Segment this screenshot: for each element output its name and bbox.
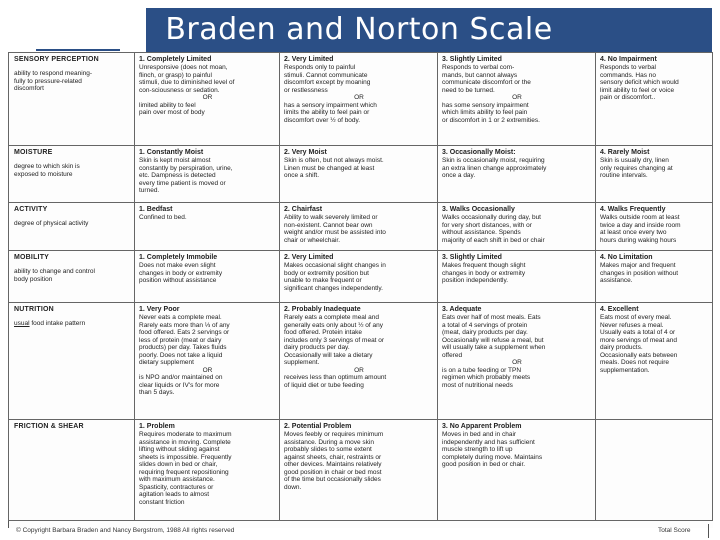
score-level-text-line: requiring frequent repositioning (139, 468, 229, 476)
score-level-title: 2. Probably Inadequate (284, 306, 361, 313)
category-name: ACTIVITY (14, 206, 48, 213)
score-level-text-line: Moves feebly or requires minimum (284, 431, 384, 439)
score-level-text-line: dairy products per day. (284, 344, 350, 352)
category-description-line: degree to which skin is (14, 163, 80, 171)
score-level-cell (438, 251, 596, 303)
score-level-cell (596, 146, 713, 203)
category-name: MOBILITY (14, 254, 50, 261)
category-description-line: ability to change and control (14, 268, 95, 276)
score-level-text-line: non-existent. Cannot bear own (284, 221, 373, 229)
score-level-text-line: food offered. Eats 2 servings or (139, 329, 230, 337)
score-level-cell (438, 146, 596, 203)
category-description-line: degree of physical activity (14, 220, 89, 228)
score-level-text-line: constantly by perspiration, urine, (139, 164, 233, 172)
score-level-text-line: limit ability to feel or voice (600, 86, 675, 94)
score-level-text-line: Walks outside room at least (600, 214, 680, 222)
score-level-text-line: dairy products. (600, 344, 643, 352)
braden-scale-table (8, 52, 713, 521)
score-level-text-line: majority of each shift in bed or chair (442, 236, 545, 244)
score-level-text-line: muscle strength to lift up (442, 446, 513, 454)
form-footer (8, 524, 712, 538)
category-description-line: discomfort (14, 85, 44, 93)
score-level-text-line: changes in body or extremity (442, 269, 526, 277)
score-level-title: 1. Very Poor (139, 306, 180, 313)
scale-row (9, 303, 713, 420)
category-cell (9, 146, 135, 203)
score-level-text-line: stimuli. Cannot communicate (284, 71, 368, 79)
score-level-text-line: Makes frequent though slight (442, 262, 526, 270)
score-level-text-line: discomfort over ½ of body. (284, 116, 361, 124)
score-level-text-line: less of protein (meat or dairy (139, 336, 222, 344)
score-level-text-line: OR (202, 94, 213, 102)
score-level-text-line: has some sensory impairment (442, 101, 529, 109)
score-level-cell (280, 303, 438, 420)
score-level-text-line: twice a day and inside room (600, 221, 681, 229)
score-level-text-line: Does not make even slight (139, 262, 216, 270)
score-level-text-line: Rarely eats a complete meal and (284, 314, 380, 322)
score-level-text-line: con-sciousness or sedation. (139, 86, 220, 94)
score-level-text-line: good position in chair or bed most (284, 468, 382, 476)
score-level-text-line: stimuli, due to diminished level of (139, 79, 235, 87)
score-level-title: 3. No Apparent Problem (442, 423, 522, 430)
category-description-line: fully to pressure-related (14, 77, 82, 85)
score-level-text-line: clear liquids or IV's for more (139, 381, 220, 389)
score-level-text-line: Moves in bed and in chair (442, 431, 517, 439)
score-level-text-line: or discomfort in 1 or 2 extremities. (442, 116, 540, 124)
score-level-title: 3. Occasionally Moist: (442, 149, 516, 156)
score-level-text-line: sensory deficit which would (600, 79, 679, 87)
score-level-text-line: OR (354, 366, 364, 374)
score-level-text-line: generally eats only about ½ of any (284, 321, 384, 329)
score-level-text-line: Occasionally will refuse a meal, but (442, 336, 544, 344)
score-level-text-line: limited ability to feel (139, 101, 196, 109)
score-level-title: 1. Completely Limited (139, 56, 212, 63)
score-level-text-line: once a day. (442, 172, 476, 180)
score-level-text-line: supplement. (284, 359, 320, 367)
score-level-text-line: only requires changing at (600, 164, 673, 172)
score-level-text-line: etc. Dampness is detected (139, 172, 216, 180)
page-title: Braden and Norton Scale (165, 12, 553, 47)
score-level-cell (438, 303, 596, 420)
score-level-text-line: food offered. Protein intake (284, 329, 362, 337)
score-level-text-line: constant friction (139, 498, 185, 506)
score-level-text-line: is on a tube feeding or TPN (442, 366, 522, 374)
score-level-text-line: weight and/or must be assisted into (284, 229, 386, 237)
category-name: MOISTURE (14, 149, 53, 156)
score-level-text-line: Spasticity, contractures or (139, 483, 214, 491)
score-level-text-line: an extra linen change approximately (442, 164, 547, 172)
title-bar (0, 4, 712, 52)
score-level-cell (135, 146, 280, 203)
score-level-text-line: OR (354, 94, 364, 102)
copyright-notice: © Copyright Barbara Braden and Nancy Bergstrom, 1988 All rights reserved (16, 527, 235, 534)
category-description-line: exposed to moisture (14, 170, 73, 178)
score-level-text-line: pain over most of body (139, 109, 205, 117)
score-level-text-line: limits the ability to feel pain or (284, 109, 370, 117)
scale-row (9, 53, 713, 146)
score-level-cell (438, 420, 596, 521)
score-level-cell (596, 251, 713, 303)
score-level-text-line: need to be turned. (442, 86, 495, 94)
score-level-text-line: sheets is impossible. Frequently (139, 453, 232, 461)
score-level-text-line: Skin is kept moist almost (139, 157, 211, 165)
score-level-title: 2. Potential Problem (284, 423, 352, 430)
score-level-text-line: with maximum assistance. (139, 476, 215, 484)
score-level-text-line: pain or discomfort.. (600, 94, 656, 102)
score-level-text-line: at least once every two (600, 229, 667, 237)
score-level-cell (135, 251, 280, 303)
score-level-text-line: Requires moderate to maximum (139, 431, 232, 439)
score-level-title: 4. Rarely Moist (600, 149, 650, 156)
score-level-title: 2. Very Limited (284, 254, 334, 261)
score-level-title: 4. Excellent (600, 306, 639, 313)
score-level-text-line: once a shift. (284, 172, 320, 180)
score-level-text-line: other devices. Maintains relatively (284, 461, 382, 469)
score-level-text-line: agitation leads to almost (139, 491, 210, 499)
score-level-text-line: poorly. Does not take a liquid (139, 351, 223, 359)
scale-row (9, 420, 713, 521)
score-level-text-line: Usually eats a total of 4 or (600, 329, 676, 337)
score-level-text-line: Responds to verbal com- (442, 64, 515, 72)
score-level-text-line: Eats most of every meal. (600, 314, 672, 322)
scale-row (9, 203, 713, 251)
score-level-title: 1. Completely Immobile (139, 254, 218, 261)
score-level-text-line: more servings of meat and (600, 336, 677, 344)
score-level-text-line: OR (512, 94, 522, 102)
total-score-label: Total Score (658, 527, 691, 534)
score-level-text-line: every time patient is moved or (139, 179, 226, 187)
score-level-text-line: offered (442, 351, 463, 359)
category-cell (9, 251, 135, 303)
score-level-text-line: Never refuses a meal. (600, 321, 664, 329)
score-level-title: 4. No Limitation (600, 254, 653, 261)
score-level-text-line: chair or wheelchair. (284, 236, 340, 244)
category-cell (9, 303, 135, 420)
score-level-cell (596, 420, 713, 521)
score-level-text-line: slides down in bed or chair, (139, 461, 218, 469)
score-level-text-line: completely during move. Maintains (442, 453, 543, 461)
score-level-text-line: or restlessness (284, 86, 328, 94)
score-level-text-line: supplementation. (600, 366, 650, 374)
score-level-text-line: (meat, dairy products per day. (442, 329, 528, 337)
category-cell (9, 203, 135, 251)
score-level-text-line: position independently. (442, 277, 509, 285)
score-level-title: 1. Problem (139, 423, 175, 430)
score-level-text-line: Occasionally eats between (600, 351, 678, 359)
score-level-cell (596, 203, 713, 251)
score-level-text-line: changes in position without (600, 269, 679, 277)
score-level-text-line: assistance in moving. Complete (139, 438, 231, 446)
score-level-text-line: Linen must be changed at least (284, 164, 375, 172)
score-level-title: 2. Chairfast (284, 206, 323, 213)
score-level-text-line: against sheets, chair, restraints or (284, 453, 382, 461)
category-description-line (14, 320, 131, 328)
score-level-text-line: lifting without sliding against (139, 446, 220, 454)
score-level-title: 3. Slightly Limited (442, 254, 502, 261)
score-level-text-line: hours during waking hours (600, 236, 677, 244)
score-level-text-line: Occasionally will take a dietary (284, 351, 373, 359)
score-level-title: 2. Very Limited (284, 56, 334, 63)
scale-row (9, 146, 713, 203)
score-level-text-line: position without assistance (139, 277, 217, 285)
score-level-text-line: meals. Does not require (600, 359, 670, 367)
score-level-title: 4. No Impairment (600, 56, 657, 63)
score-level-text-line: Skin is often, but not always moist. (284, 157, 384, 165)
score-level-text-line: OR (202, 366, 213, 374)
score-level-text-line: mands, but cannot always (442, 71, 518, 79)
score-level-text-line: Makes major and frequent (600, 262, 676, 270)
score-level-text-line: discomfort except by moaning (284, 79, 371, 87)
score-level-cell (135, 203, 280, 251)
score-level-text-line: commands. Has no (600, 71, 656, 79)
score-level-text-line: which limits ability to feel pain (442, 109, 528, 117)
score-level-text-line: includes only 3 servings of meat or (284, 336, 385, 344)
score-level-text-line: for very short distances, with or (442, 221, 532, 229)
score-level-cell (596, 303, 713, 420)
score-level-text-line: products) per day. Takes fluids (139, 344, 227, 352)
category-name: SENSORY PERCEPTION (14, 56, 99, 63)
score-level-text-line: changes in body or extremity (139, 269, 223, 277)
score-level-cell (438, 53, 596, 146)
total-score-box (708, 524, 709, 538)
score-level-text-line: OR (512, 359, 522, 367)
score-level-cell (135, 420, 280, 521)
score-level-text-line: communicate discomfort or the (442, 79, 531, 87)
category-description-line: body position (14, 275, 53, 283)
score-level-text-line: Skin is usually dry, linen (600, 157, 669, 165)
score-level-text-line: Rarely eats more than ⅓ of any (139, 321, 230, 329)
score-level-text-line: regimen which probably meets (442, 374, 531, 382)
score-level-text-line: of liquid diet or tube feeding (284, 381, 364, 389)
score-level-text-line: is NPO and/or maintained on (139, 374, 223, 382)
score-level-text-line: a total of 4 servings of protein (442, 321, 528, 329)
score-level-text-line: independently and has sufficient (442, 438, 535, 446)
score-level-text-line: Confined to bed. (139, 214, 187, 222)
score-level-text-line: probably slides to some extent (284, 446, 372, 454)
score-level-text-line: Responds to verbal (600, 64, 657, 72)
category-description-underlined: usual (14, 320, 30, 328)
score-level-text-line: down. (284, 483, 302, 491)
category-cell (9, 420, 135, 521)
score-level-text-line: Unresponsive (does not moan, (139, 64, 228, 72)
score-level-cell (280, 251, 438, 303)
score-level-text-line: turned. (139, 187, 160, 195)
category-description-line: ability to respond meaning- (14, 70, 93, 78)
score-level-title: 2. Very Moist (284, 149, 327, 156)
score-level-text-line: will usually take a supplement when (442, 344, 546, 352)
score-level-cell (596, 53, 713, 146)
score-level-text-line: significant changes independently. (284, 284, 383, 292)
score-level-text-line: of the time but occasionally slides (284, 476, 381, 484)
score-level-text-line: Eats over half of most meals. Eats (442, 314, 541, 322)
score-level-cell (438, 203, 596, 251)
score-level-title: 3. Walks Occasionally (442, 206, 515, 213)
score-level-text-line: dietary supplement (139, 359, 194, 367)
score-level-text-line: Skin is occasionally moist, requiring (442, 157, 545, 165)
score-level-text-line: Ability to walk severely limited or (284, 214, 378, 222)
category-description-rest: food intake pattern (29, 320, 86, 328)
score-level-text-line: Never eats a complete meal. (139, 314, 222, 322)
score-level-title: 1. Bedfast (139, 206, 173, 213)
score-level-text-line: body or extremity position but (284, 269, 369, 277)
score-level-cell (135, 303, 280, 420)
score-level-text-line: good position in bed or chair. (442, 461, 526, 469)
score-level-cell (135, 53, 280, 146)
score-level-text-line: most of nutritional needs (442, 381, 513, 389)
score-level-cell (280, 203, 438, 251)
score-level-text-line: Responds only to painful (284, 64, 356, 72)
score-level-title: 3. Adequate (442, 306, 482, 313)
score-level-text-line: assistance. (600, 277, 633, 285)
score-level-text-line: unable to make frequent or (284, 277, 362, 285)
score-level-title: 4. Walks Frequently (600, 206, 666, 213)
score-level-text-line: without assistance. Spends (442, 229, 521, 237)
scale-row (9, 251, 713, 303)
category-cell (9, 53, 135, 146)
score-level-text-line: assistance. During a move skin (284, 438, 374, 446)
score-level-text-line: receives less than optimum amount (284, 374, 387, 382)
category-name: NUTRITION (14, 306, 54, 313)
score-level-text-line: than 5 days. (139, 389, 175, 397)
score-level-title: 1. Constantly Moist (139, 149, 204, 156)
score-level-text-line: routine intervals. (600, 172, 648, 180)
score-level-text-line: has a sensory impairment which (284, 101, 377, 109)
score-level-cell (280, 53, 438, 146)
score-level-text-line: Makes occasional slight changes in (284, 262, 386, 270)
score-level-cell (280, 420, 438, 521)
score-level-cell (280, 146, 438, 203)
category-name: FRICTION & SHEAR (14, 423, 84, 430)
score-level-title: 3. Slightly Limited (442, 56, 502, 63)
score-level-text-line: Walks occasionally during day, but (442, 214, 541, 222)
score-level-text-line: flinch, or grasp) to painful (139, 71, 212, 79)
